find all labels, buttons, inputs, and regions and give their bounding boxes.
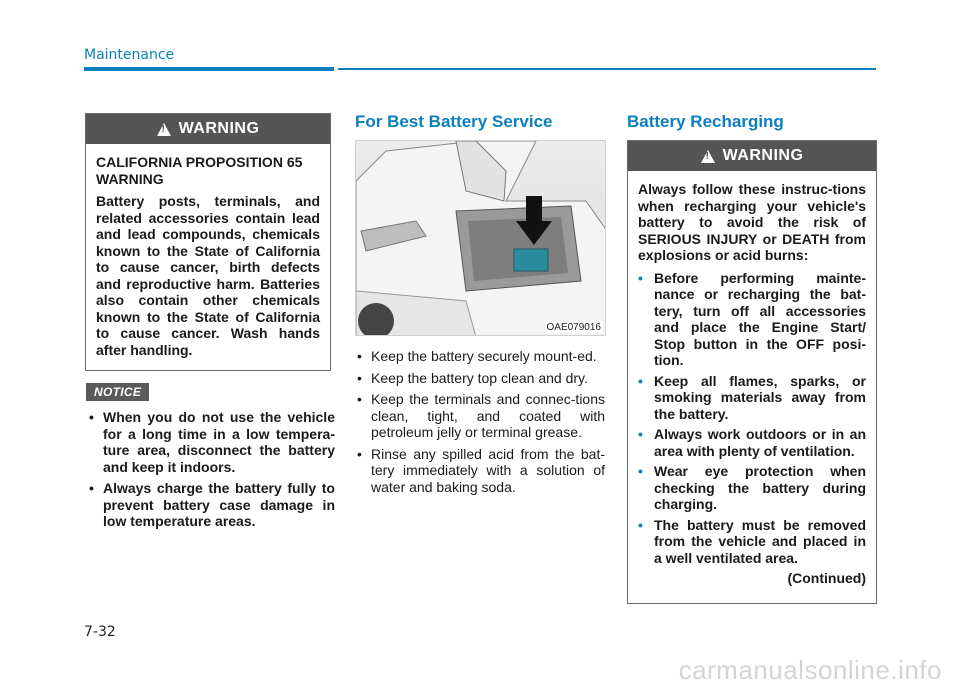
list-item: • Keep the battery securely mount-ed. xyxy=(355,348,605,365)
warning-triangle-icon xyxy=(701,150,715,163)
battery-service-list xyxy=(355,348,605,500)
list-item: • Rinse any spilled acid from the bat-tery immediately with a solution of water and baking soda. xyxy=(355,446,605,496)
section-title: Maintenance xyxy=(84,47,175,63)
warning-heading: CALIFORNIA PROPOSITION 65 WARNING xyxy=(96,154,303,187)
list-item: • Keep the terminals and connec-tions clean, tight, and coated with petroleum jelly or terminal grease. xyxy=(355,391,605,441)
page-number: 7-32 xyxy=(84,624,116,640)
list-item: • Always work outdoors or in an area with plenty of ventilation. xyxy=(638,426,866,459)
warning-body xyxy=(86,144,330,374)
warning-triangle-icon xyxy=(157,123,171,136)
header-rule-thin xyxy=(338,68,876,70)
warning-title: WARNING xyxy=(722,147,804,164)
figure-code: OAE079016 xyxy=(546,322,601,333)
list-item: • Always charge the battery fully to prevent battery case damage in low temperature areas. xyxy=(87,480,335,530)
list-item: • The battery must be removed from the vehicle and placed in a well ventilated area. xyxy=(638,517,866,567)
notice-badge: NOTICE xyxy=(86,383,149,401)
warning-text: Battery posts, terminals, and related accessories contain lead and lead compounds, chemicals known to the State of California to cause cancer, birth defects and reproductive harm. Batteries also contain other chemicals known to the State of California to cause cancer. Wash hands after handling. xyxy=(96,193,320,358)
recharging-warning-box xyxy=(627,140,877,604)
header-rule-thick xyxy=(84,67,334,71)
watermark: carmanualsonline.info xyxy=(678,655,942,685)
prop65-warning-box xyxy=(85,113,331,371)
car-trunk-illustration xyxy=(356,141,606,336)
warning-title: WARNING xyxy=(178,120,260,137)
warning-header xyxy=(86,114,330,144)
warning-body xyxy=(628,171,876,597)
recharging-list xyxy=(638,270,866,567)
warning-intro: Always follow these instruc-tions when recharging your vehicle's battery to avoid the risk of SERIOUS INJURY or DEATH from explosions or acid burns: xyxy=(638,181,866,263)
list-item: • Keep all flames, sparks, or smoking materials away from the battery. xyxy=(638,373,866,423)
notice-list xyxy=(87,409,335,535)
recharging-heading: Battery Recharging xyxy=(627,112,784,131)
list-item: • Before performing mainte-nance or recharging the bat-tery, turn off all accessories and place the Engine Start/ Stop button in the OFF posi-tion. xyxy=(638,270,866,369)
battery-service-heading: For Best Battery Service xyxy=(355,112,553,131)
list-item: • Keep the battery top clean and dry. xyxy=(355,370,605,387)
list-item: • Wear eye protection when checking the battery during charging. xyxy=(638,463,866,513)
warning-header xyxy=(628,141,876,171)
continued-label: (Continued) xyxy=(787,570,866,586)
car-trunk-figure xyxy=(355,140,606,336)
list-item: • When you do not use the vehicle for a long time in a low tempera-ture area, disconnect the battery and keep it indoors. xyxy=(87,409,335,475)
